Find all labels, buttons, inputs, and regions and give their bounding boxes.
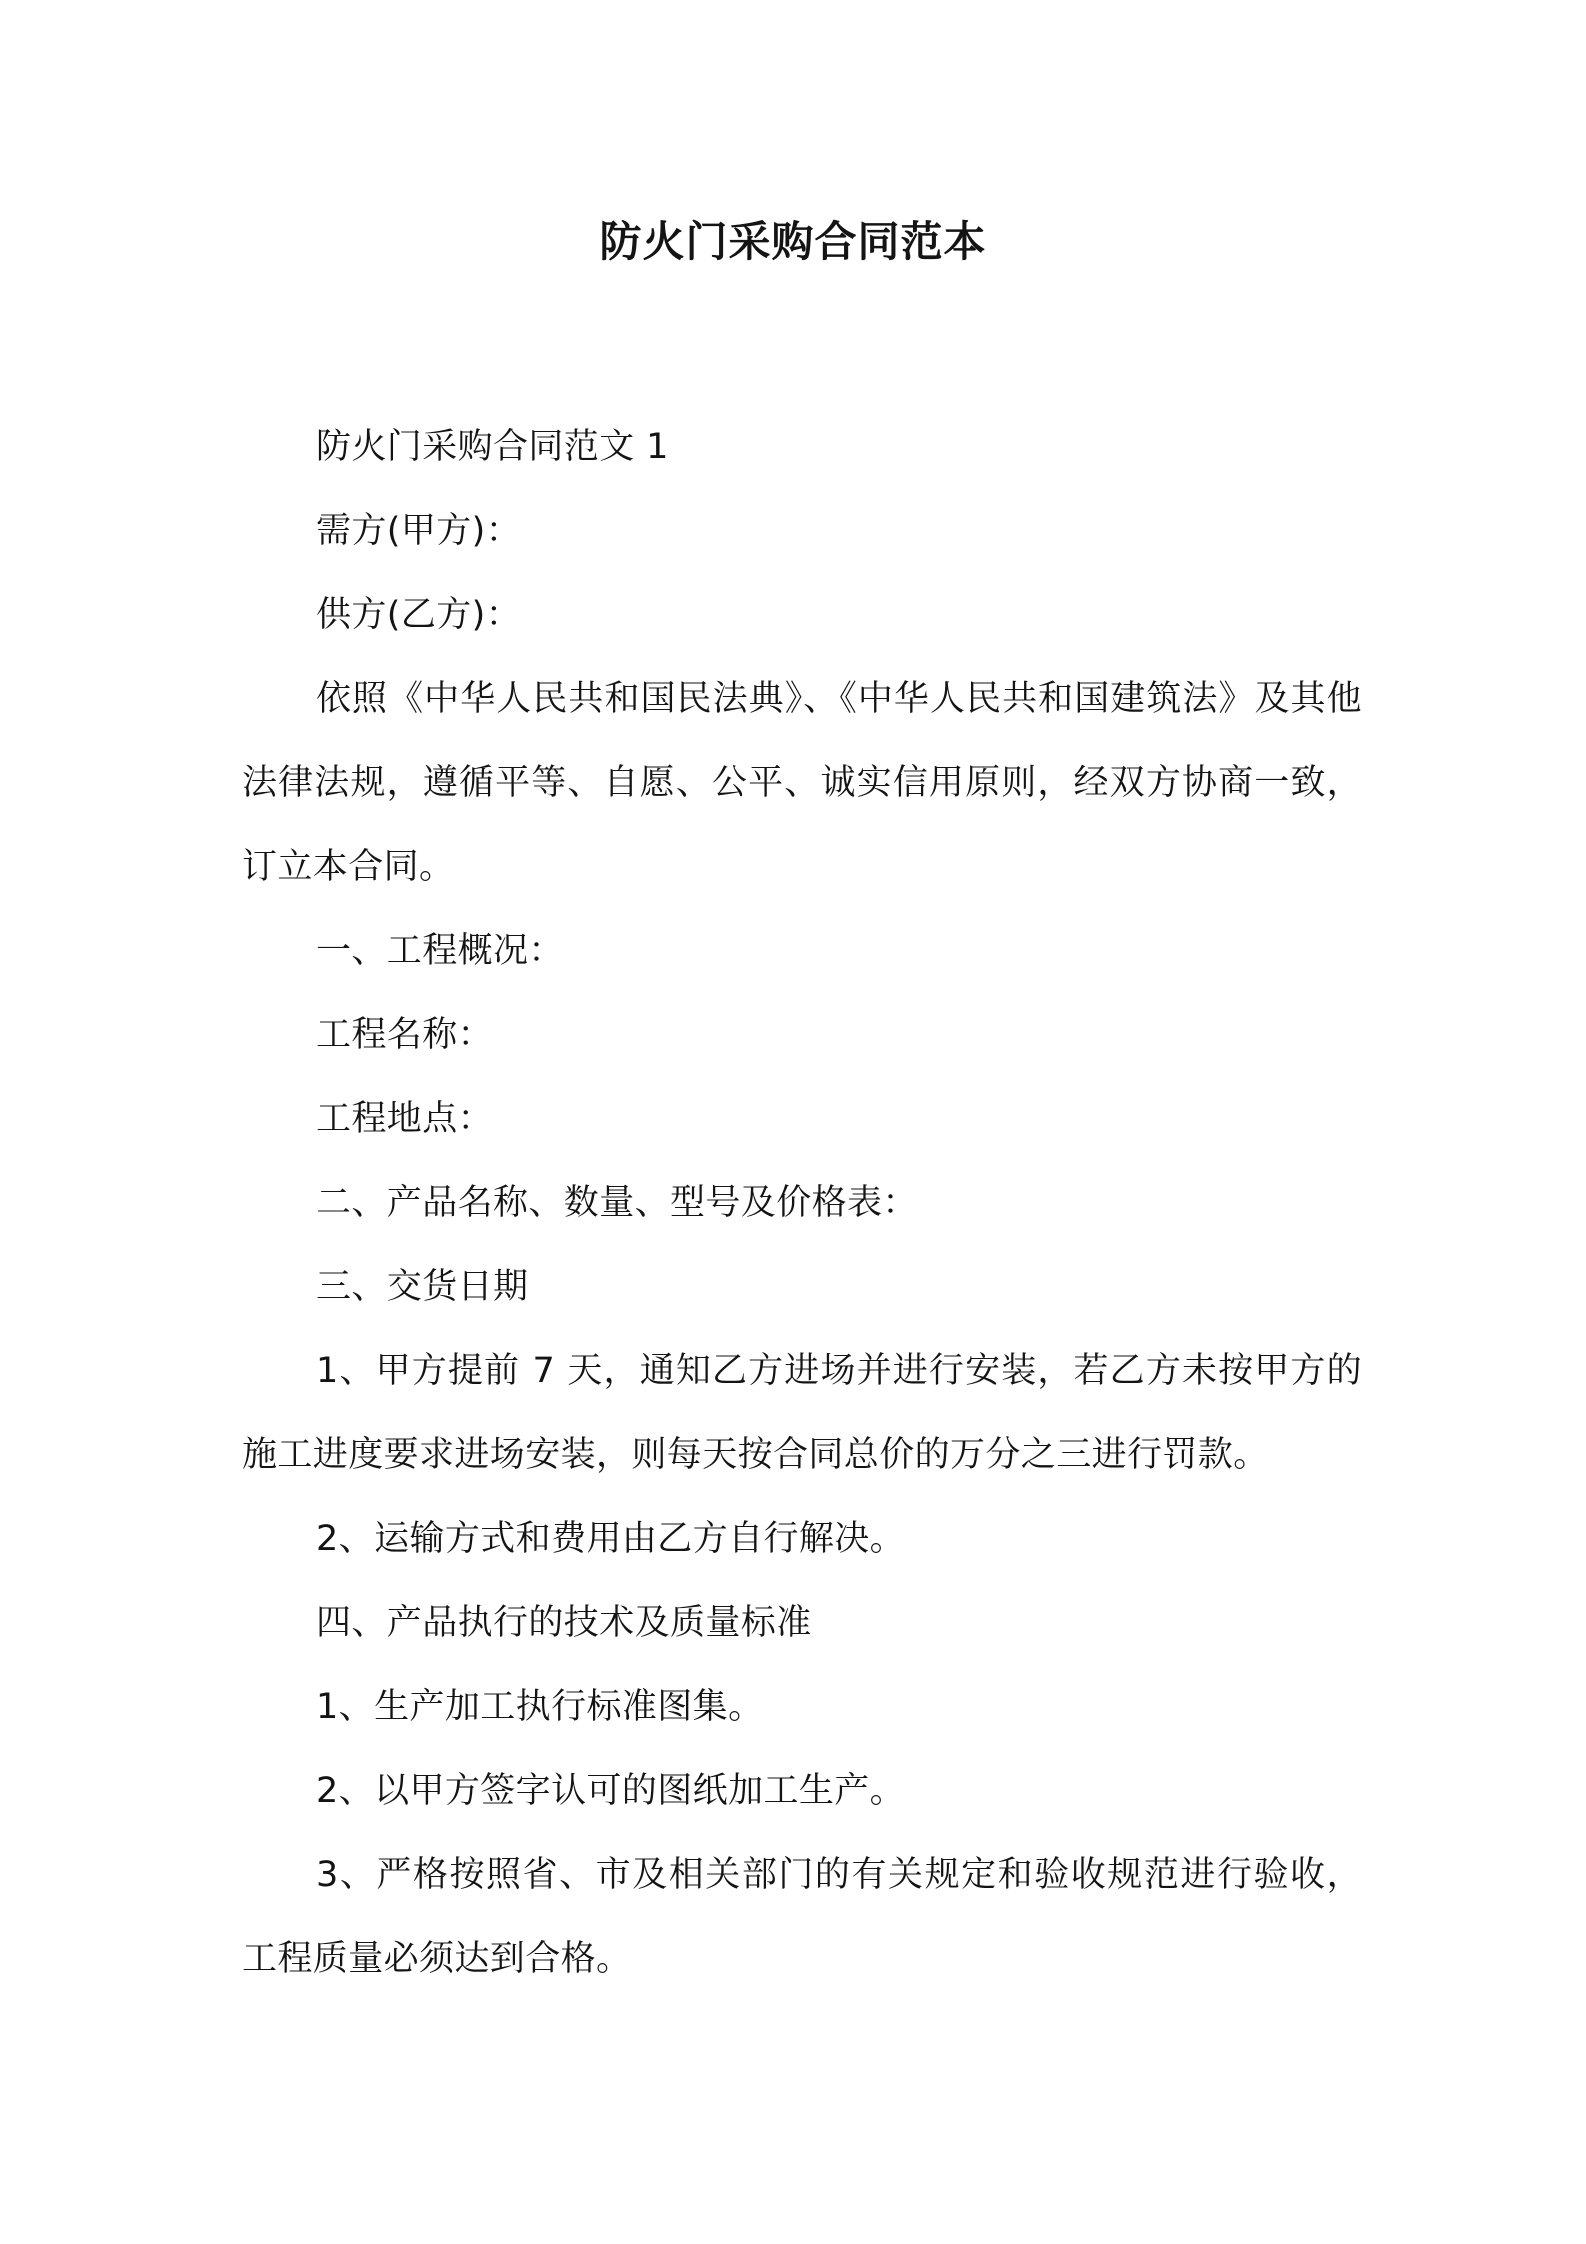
- paragraph-preamble: 依照《中华人民共和国民法典》、《中华人民共和国建筑法》及其他法律法规，遵循平等、自愿、公平、诚实信用原则，经双方协商一致，订立本合同。: [242, 679, 1362, 887]
- paragraph-quality-standards: 四、产品执行的技术及质量标准: [316, 1603, 812, 1643]
- paragraph-section-heading: 防火门采购合同范文 1: [316, 427, 669, 467]
- paragraph-project-name: 工程名称：: [316, 1015, 494, 1055]
- paragraph-delivery-date: 三、交货日期: [316, 1267, 529, 1307]
- document-title: 防火门采购合同范本: [599, 217, 987, 266]
- document-body: [242, 405, 1362, 2001]
- paragraph-quality-item-3: 3、严格按照省、市及相关部门的有关规定和验收规范进行验收，工程质量必须达到合格。: [242, 1855, 1362, 1979]
- paragraph-supplier: 供方(乙方)：: [316, 595, 522, 635]
- paragraph-product-table: 二、产品名称、数量、型号及价格表：: [316, 1183, 918, 1223]
- paragraph-project-overview: 一、工程概况：: [316, 931, 564, 971]
- paragraph-delivery-item-2: 2、运输方式和费用由乙方自行解决。: [316, 1519, 906, 1559]
- paragraph-delivery-item-1: 1、甲方提前 7 天，通知乙方进场并进行安装，若乙方未按甲方的施工进度要求进场安装，则每天按合同总价的万分之三进行罚款。: [242, 1351, 1362, 1475]
- paragraph-quality-item-1: 1、生产加工执行标准图集。: [316, 1687, 764, 1727]
- paragraph-quality-item-2: 2、以甲方签字认可的图纸加工生产。: [316, 1771, 906, 1811]
- paragraph-project-location: 工程地点：: [316, 1099, 494, 1139]
- paragraph-buyer: 需方(甲方)：: [316, 511, 522, 551]
